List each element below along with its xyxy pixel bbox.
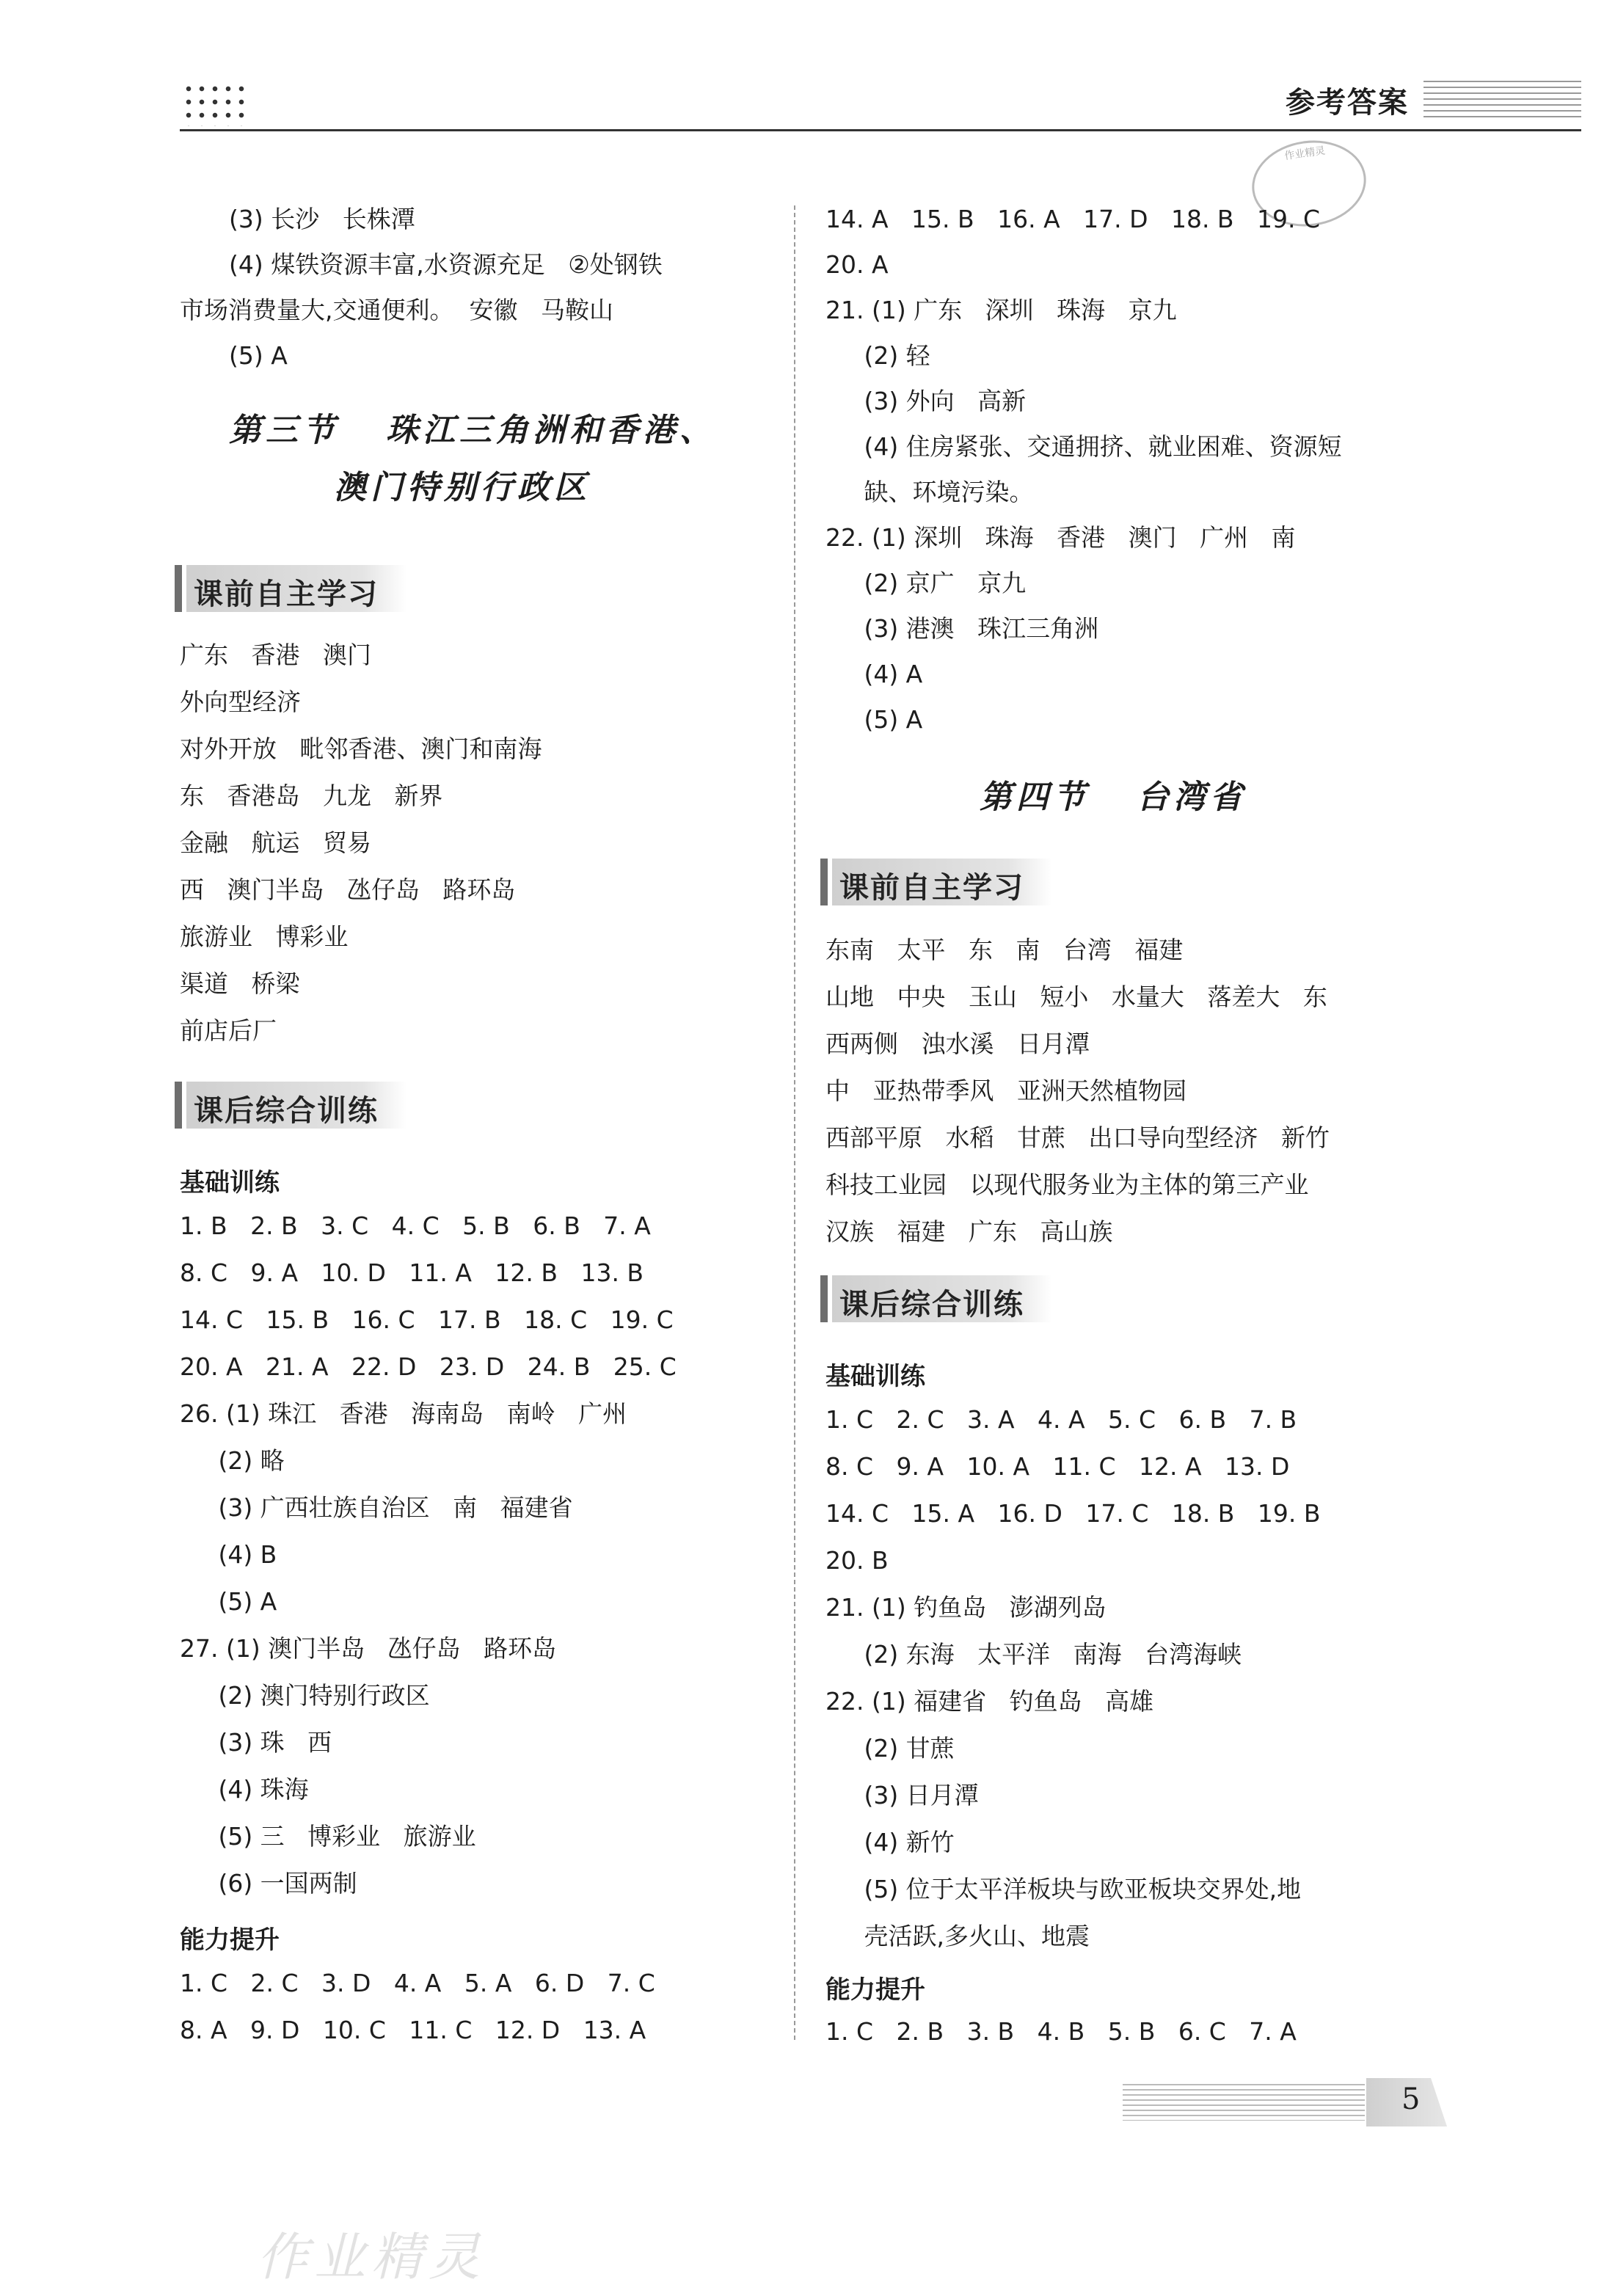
- pre-answer-line: 东 香港岛 九龙 新界: [180, 781, 443, 810]
- ability-label: 能力提升: [180, 1925, 280, 1955]
- pre-answer-line: 山地 中央 玉山 短小 水量大 落差大 东: [825, 983, 1327, 1011]
- banner-post-training-left: [175, 1082, 417, 1129]
- basic-training-label: 基础训练: [180, 1168, 280, 1198]
- watermark-logo: 作业精灵: [257, 2227, 486, 2287]
- pre-answer-line: 旅游业 博彩业: [180, 922, 349, 951]
- ability-answer-line: 1. C 2. B 3. B 4. B 5. B 6. C 7. A: [825, 2017, 1297, 2046]
- basic-answer-line: 22. (1) 福建省 钓鱼岛 高雄: [825, 1687, 1154, 1716]
- basic-answer-line: 1. C 2. C 3. A 4. A 5. C 6. B 7. B: [825, 1405, 1297, 1434]
- right-cont-line: (2) 京广 京九: [825, 569, 1027, 597]
- right-cont-line: 20. A: [825, 250, 889, 279]
- banner-pre-study-left: [175, 565, 417, 612]
- right-cont-line: 14. A 15. B 16. A 17. D 18. B 19. C: [825, 205, 1321, 233]
- pre-answer-line: 中 亚热带季风 亚洲天然植物园: [825, 1076, 1186, 1105]
- ability-label: 能力提升: [825, 1975, 925, 2005]
- basic-answer-line: (2) 甘蔗: [825, 1734, 955, 1763]
- basic-answer-line: 20. A 21. A 22. D 23. D 24. B 25. C: [180, 1352, 677, 1381]
- right-cont-line: 缺、环境污染。: [825, 478, 1034, 506]
- right-cont-line: 22. (1) 深圳 珠海 香港 澳门 广州 南: [825, 523, 1296, 552]
- pre-answer-line: 渠道 桥梁: [180, 969, 300, 998]
- pre-answer-line: 外向型经济: [180, 688, 301, 716]
- banner-label: 课前自主学习: [839, 871, 1024, 905]
- basic-answer-line: (5) 位于太平洋板块与欧亚板块交界处,地: [825, 1875, 1302, 1903]
- banner-post-training-right: [820, 1275, 1062, 1322]
- left-cont-line: (4) 煤铁资源丰富,水资源充足 ②处钢铁: [229, 250, 663, 279]
- banner-pre-study-right: [820, 859, 1062, 905]
- basic-answer-line: 14. C 15. A 16. D 17. C 18. B 19. B: [825, 1499, 1321, 1528]
- basic-answer-line: 21. (1) 钓鱼岛 澎湖列岛: [825, 1593, 1107, 1622]
- right-cont-line: (4) 住房紧张、交通拥挤、就业困难、资源短: [825, 432, 1342, 461]
- pre-answer-line: 金融 航运 贸易: [180, 828, 371, 857]
- basic-answer-line: 27. (1) 澳门半岛 氹仔岛 路环岛: [180, 1634, 557, 1663]
- banner-label: 课后综合训练: [194, 1094, 379, 1128]
- basic-answer-line: 20. B: [825, 1546, 889, 1575]
- basic-answer-line: 8. C 9. A 10. A 11. C 12. A 13. D: [825, 1452, 1290, 1481]
- basic-answer-line: (2) 东海 太平洋 南海 台湾海峡: [825, 1640, 1242, 1669]
- pre-answer-line: 东南 太平 东 南 台湾 福建: [825, 936, 1184, 964]
- pre-answer-line: 前店后厂: [180, 1016, 277, 1045]
- section-title-3-line1: 第三节 珠江三角洲和香港、: [229, 412, 716, 449]
- banner-label: 课前自主学习: [194, 577, 379, 611]
- banner-label: 课后综合训练: [839, 1288, 1024, 1322]
- header-lines-decoration: [1423, 81, 1581, 121]
- pre-answer-line: 西部平原 水稻 甘蔗 出口导向型经济 新竹: [825, 1123, 1330, 1152]
- basic-answer-line: (3) 珠 西: [180, 1728, 332, 1757]
- section-title-3-line2: 澳门特别行政区: [334, 469, 591, 506]
- basic-answer-line: 14. C 15. B 16. C 17. B 18. C 19. C: [180, 1305, 674, 1334]
- pre-answer-line: 汉族 福建 广东 高山族: [825, 1217, 1113, 1246]
- header-rule: [180, 129, 1581, 131]
- stamp-text: 作业精灵: [1283, 145, 1327, 163]
- ability-answer-line: 1. C 2. C 3. D 4. A 5. A 6. D 7. C: [180, 1969, 655, 1997]
- basic-answer-line: (3) 日月潭: [825, 1781, 979, 1810]
- basic-answer-line: 26. (1) 珠江 香港 海南岛 南岭 广州: [180, 1399, 627, 1428]
- basic-answer-line: 1. B 2. B 3. C 4. C 5. B 6. B 7. A: [180, 1211, 651, 1240]
- right-cont-line: (5) A: [825, 705, 923, 734]
- right-cont-line: (3) 外向 高新: [825, 387, 1027, 415]
- basic-answer-line: (3) 广西壮族自治区 南 福建省: [180, 1493, 573, 1522]
- basic-answer-line: (2) 略: [180, 1446, 285, 1475]
- basic-answer-line: 壳活跃,多火山、地震: [825, 1922, 1090, 1950]
- pre-answer-line: 西两侧 浊水溪 日月潭: [825, 1029, 1090, 1058]
- basic-answer-line: (4) 珠海: [180, 1775, 309, 1804]
- pre-answer-line: 对外开放 毗邻香港、澳门和南海: [180, 735, 542, 763]
- pre-answer-line: 广东 香港 澳门: [180, 641, 371, 669]
- pre-answer-line: 西 澳门半岛 氹仔岛 路环岛: [180, 875, 516, 904]
- basic-answer-line: (5) 三 博彩业 旅游业: [180, 1822, 476, 1851]
- pre-answer-line: 科技工业园 以现代服务业为主体的第三产业: [825, 1170, 1309, 1199]
- basic-training-label: 基础训练: [825, 1362, 925, 1391]
- right-cont-line: 21. (1) 广东 深圳 珠海 京九: [825, 296, 1177, 324]
- column-divider: [794, 205, 795, 2040]
- ability-answer-line: 8. A 9. D 10. C 11. C 12. D 13. A: [180, 2016, 646, 2044]
- section-title-4: 第四节 台湾省: [980, 779, 1247, 816]
- basic-answer-line: (5) A: [180, 1587, 277, 1616]
- left-cont-line: (3) 长沙 长株潭: [229, 205, 415, 233]
- basic-answer-line: (2) 澳门特别行政区: [180, 1681, 430, 1710]
- basic-answer-line: (4) 新竹: [825, 1828, 955, 1856]
- left-cont-line: (5) A: [229, 341, 288, 370]
- header-dots-decoration: [182, 82, 248, 126]
- right-cont-line: (3) 港澳 珠江三角洲: [825, 614, 1099, 643]
- header-title: 参考答案: [1286, 86, 1409, 120]
- basic-answer-line: 8. C 9. A 10. D 11. A 12. B 13. B: [180, 1258, 644, 1287]
- right-cont-line: (4) A: [825, 660, 923, 688]
- page-number: 5: [1401, 2082, 1421, 2116]
- basic-answer-line: (4) B: [180, 1540, 277, 1569]
- right-cont-line: (2) 轻: [825, 341, 930, 370]
- left-cont-line: 市场消费量大,交通便利。 安徽 马鞍山: [180, 296, 613, 324]
- basic-answer-line: (6) 一国两制: [180, 1869, 357, 1898]
- footer-lines-decoration: [1123, 2084, 1365, 2121]
